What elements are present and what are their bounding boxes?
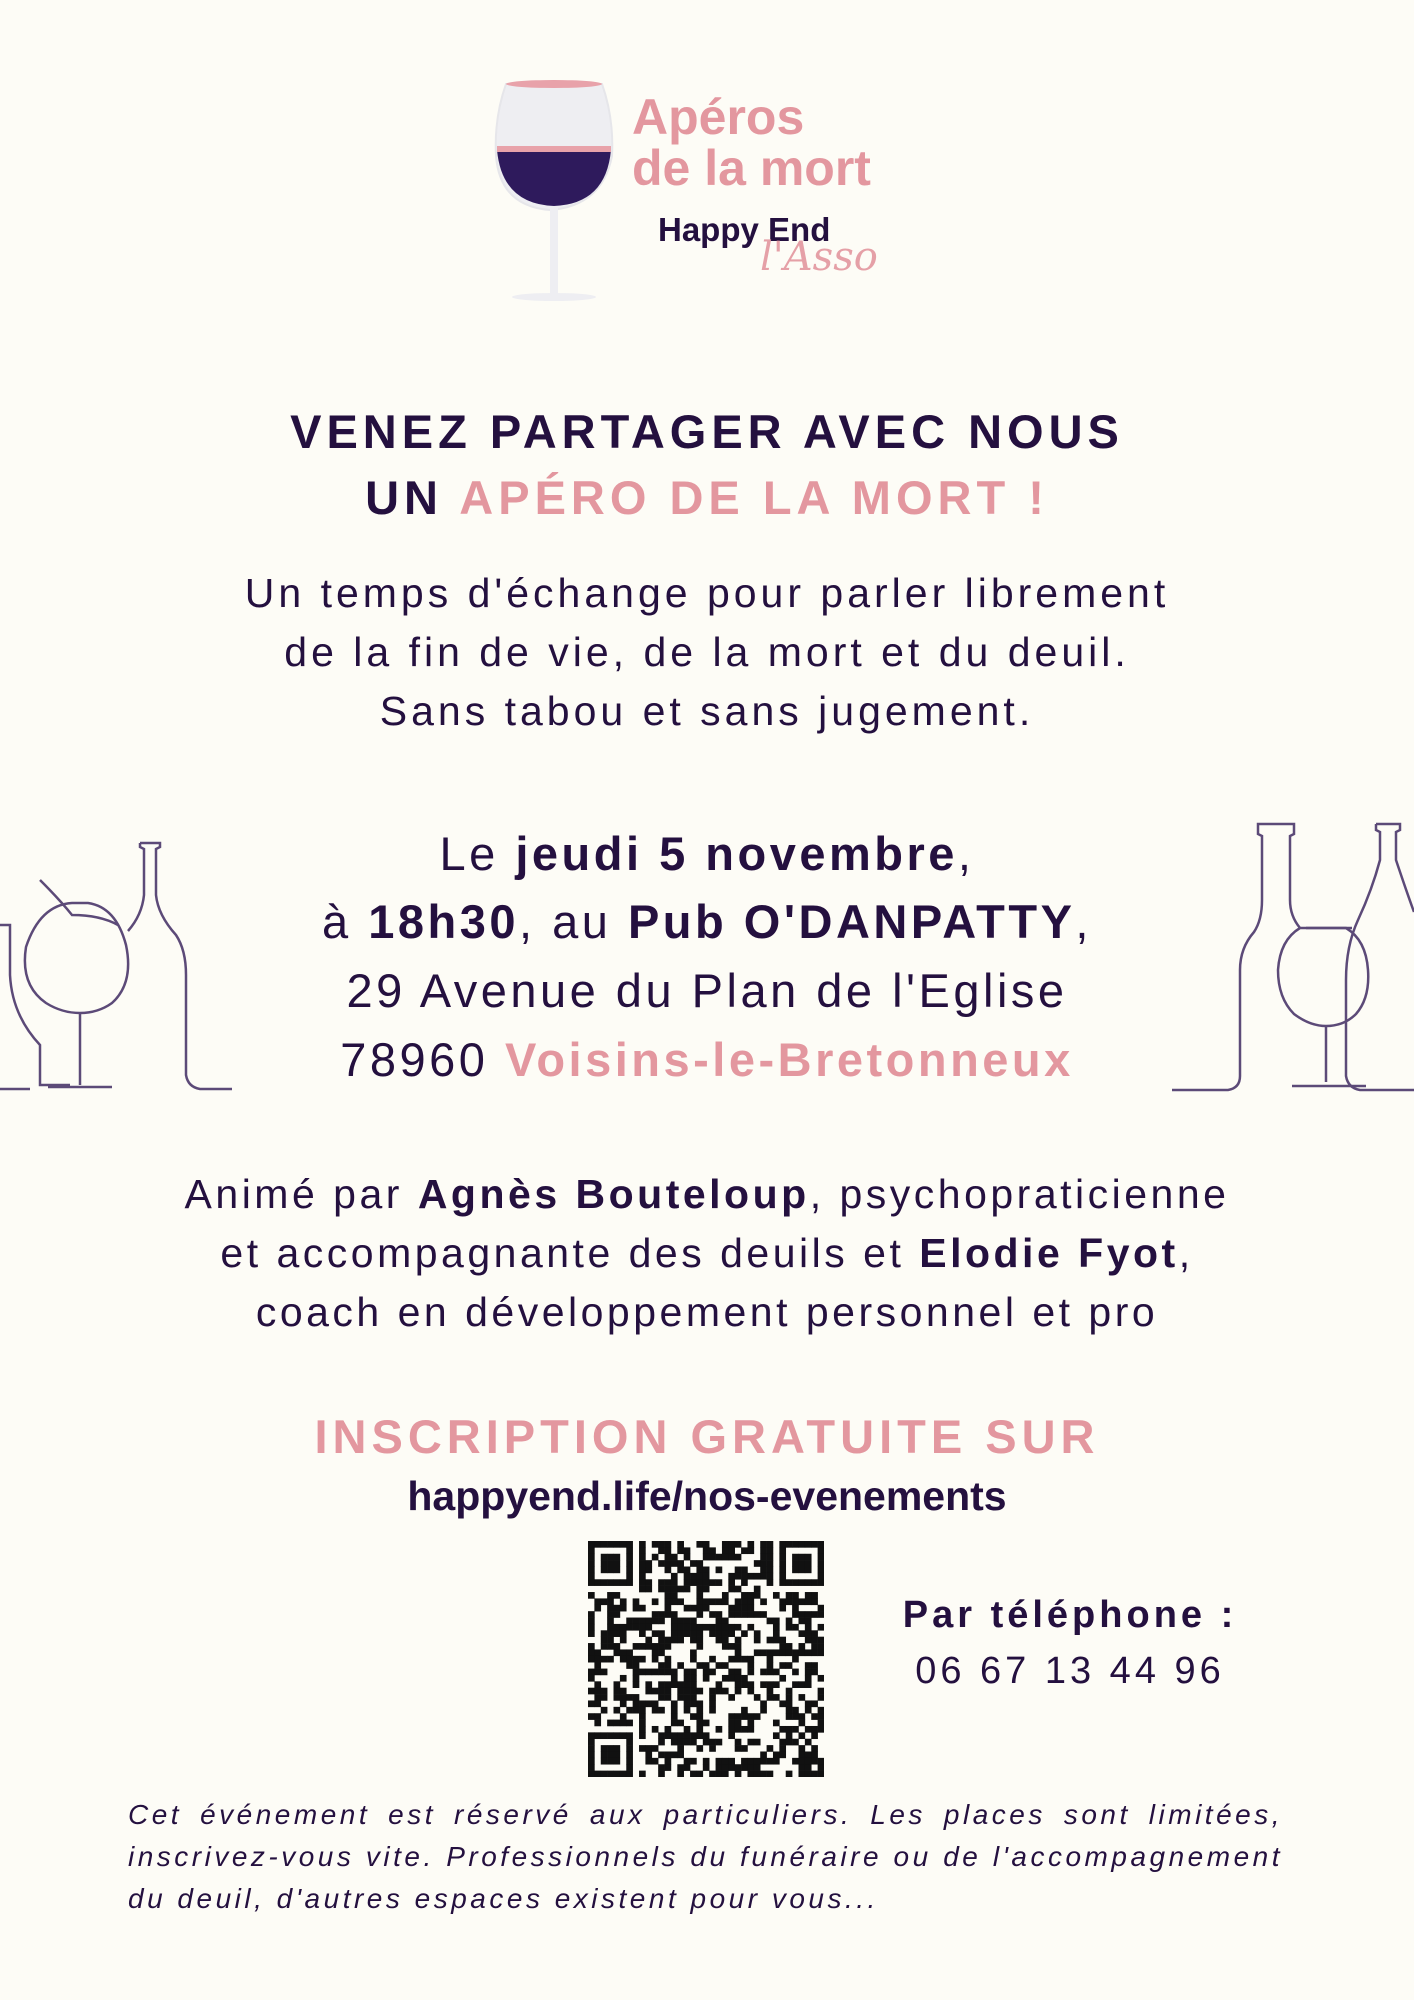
logo-brand-sub: l'Asso [760,234,878,280]
registration-title: INSCRIPTION GRATUITE SUR [314,1410,1100,1463]
headline-line2 [0,470,1414,525]
event-venue-suffix: , [1075,895,1092,948]
host2-name: Elodie Fyot [919,1230,1179,1276]
event-time-value: 18h30 [368,895,519,948]
phone-label: Par téléphone : [902,1594,1238,1636]
headline-line1: VENEZ PARTAGER AVEC NOUS [290,405,1124,458]
disclaimer: Cet événement est réservé aux particuliers. Les places sont limitées, inscrivez-vous vite. Professionnels du funéraire ou de l'accompagnement du deuil, d'autres espaces existent pour vous... [128,1799,1283,1914]
event-venue-prefix: , au [519,895,628,948]
phone-number[interactable]: 06 67 13 44 96 [915,1650,1225,1692]
event-city: Voisins-le-Bretonneux [504,1033,1074,1086]
host1-name: Agnès Bouteloup [417,1171,810,1217]
hosts-line1-suffix: , psychopraticienne [809,1171,1230,1217]
event-date-value: jeudi 5 novembre [515,827,958,880]
headline-prefix: UN [365,471,460,524]
event-address: 29 Avenue du Plan de l'Eglise [346,964,1068,1017]
qr-code-icon[interactable] [588,1541,824,1777]
event-date [0,826,1414,881]
event-venue-name: Pub O'DANPATTY [627,895,1076,948]
intro-line1: Un temps d'échange pour parler librement [244,570,1170,616]
event-city-line [0,1032,1414,1087]
intro-line2: de la fin de vie, de la mort et du deuil. [284,629,1130,675]
logo-title-line2: de la mort [632,140,871,196]
hosts-line3: coach en développement personnel et pro [255,1289,1159,1335]
event-time-prefix: à [322,895,369,948]
hosts-line2 [0,1230,1414,1277]
intro-line3: Sans tabou et sans jugement. [379,688,1035,734]
headline-highlight: APÉRO DE LA MORT ! [459,471,1049,524]
hosts-line2-suffix: , [1178,1230,1194,1276]
event-date-prefix: Le [439,827,516,880]
wine-glass-logo-icon [492,78,622,303]
event-date-suffix: , [957,827,975,880]
hosts-line1-prefix: Animé par [184,1171,418,1217]
event-time-venue [0,894,1414,949]
logo-title-line1: Apéros [632,89,805,145]
hosts-line1 [0,1171,1414,1218]
hosts-line2-prefix: et accompagnante des deuils et [220,1230,920,1276]
event-postcode: 78960 [340,1033,505,1086]
registration-link[interactable]: happyend.life/nos-evenements [407,1473,1007,1519]
logo-brand: Happy End [658,211,831,248]
